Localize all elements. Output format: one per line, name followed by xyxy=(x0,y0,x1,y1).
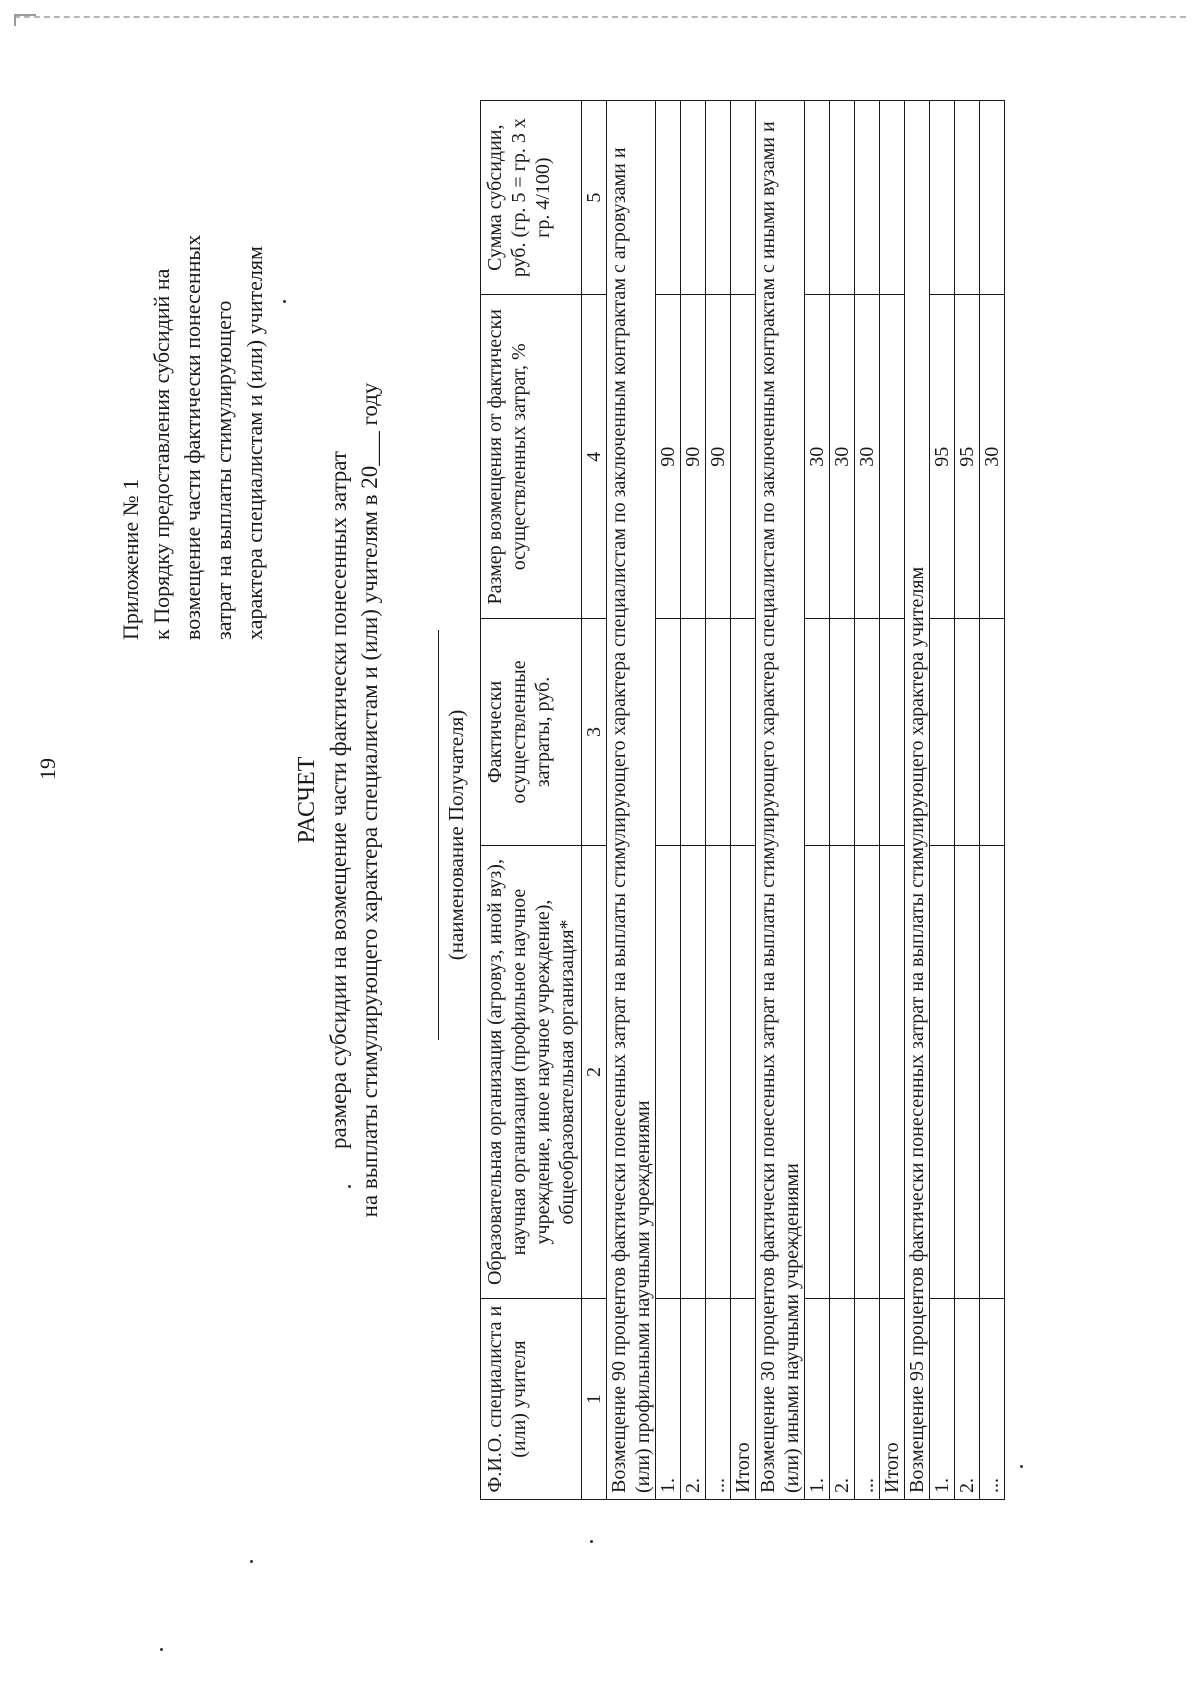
section-caption: Возмещение 90 процентов фактически понесенных затрат на выплаты стимулирующего характера специалистам по заключенным контрактам с агровузами и (или) профильными научными учреждениями xyxy=(607,101,656,1500)
table-row xyxy=(930,101,955,1500)
row-number: 1. xyxy=(656,1299,681,1500)
appendix-line: затрат на выплаты стимулирующего xyxy=(211,300,236,640)
row-number: 2. xyxy=(830,1299,855,1500)
row-number: 1. xyxy=(805,1299,830,1500)
title-line: размера субсидии на возмещение части фактически понесенных затрат xyxy=(326,451,351,1149)
page-number: 19 xyxy=(35,758,60,780)
row-number: ... xyxy=(706,1299,731,1500)
total-row xyxy=(731,101,756,1500)
appendix-line: Приложение № 1 xyxy=(118,478,143,640)
appendix-line: характера специалистам и (или) учителям xyxy=(242,246,267,640)
scan-speck xyxy=(250,1560,253,1563)
rate-cell: 90 xyxy=(681,295,706,619)
column-number: 4 xyxy=(582,295,607,619)
table-row xyxy=(706,101,731,1500)
rate-cell: 90 xyxy=(656,295,681,619)
row-number: 2. xyxy=(681,1299,706,1500)
recipient-blank-line xyxy=(438,630,439,1040)
row-number: 2. xyxy=(955,1299,980,1500)
header-cell-subsidy-amount: Сумма субсидии, руб. (гр. 5 = гр. 3 х гр. 4/100) xyxy=(481,101,582,295)
scan-speck xyxy=(160,1648,163,1651)
appendix-line: к Порядку предоставления субсидий на xyxy=(149,268,174,640)
row-number: 1. xyxy=(930,1299,955,1500)
title-line: на выплаты стимулирующего характера специалистам и (или) учителям в 20___ году xyxy=(357,382,382,1218)
table-row xyxy=(805,101,830,1500)
rate-cell: 30 xyxy=(805,295,830,619)
header-cell-actual-costs: Фактически осуществленные затраты, руб. xyxy=(481,619,582,846)
scan-edge xyxy=(14,16,1186,18)
scan-speck xyxy=(590,1540,593,1543)
rate-cell: 30 xyxy=(830,295,855,619)
section-caption-row xyxy=(756,101,805,1500)
scan-speck xyxy=(283,300,286,303)
table-row xyxy=(955,101,980,1500)
table-row xyxy=(980,101,1005,1500)
header-cell-organization: Образовательная организация (агровуз, иной вуз), научная организация (профильное научное учреждение, иное научное учреждение), общеобразовательная организация* xyxy=(481,845,582,1298)
scan-speck xyxy=(1020,1465,1023,1468)
section-caption: Возмещение 30 процентов фактически понесенных затрат на выплаты стимулирующего характера специалистам по заключенным контрактам с иными вузами и (или) иными научными учреждениями xyxy=(756,101,805,1500)
appendix-line: возмещение части фактически понесенных xyxy=(180,234,205,640)
rate-cell: 30 xyxy=(855,295,880,619)
column-number: 5 xyxy=(582,101,607,295)
column-number: 2 xyxy=(582,845,607,1298)
title-heading: РАСЧЕТ xyxy=(294,756,320,844)
calculation-table xyxy=(480,100,1005,1500)
table-row xyxy=(681,101,706,1500)
scan-speck xyxy=(348,1185,351,1188)
header-cell-reimbursement-rate: Размер возмещения от фактически осуществленных затрат, % xyxy=(481,295,582,619)
rate-cell: 95 xyxy=(955,295,980,619)
header-row xyxy=(481,101,582,1500)
column-number: 1 xyxy=(582,1299,607,1500)
scan-corner-mark xyxy=(14,14,36,26)
row-number: ... xyxy=(855,1299,880,1500)
table-row xyxy=(855,101,880,1500)
header-cell-name: Ф.И.О. специалиста и (или) учителя xyxy=(481,1299,582,1500)
total-label: Итого xyxy=(731,1299,756,1500)
section-caption-row xyxy=(905,101,930,1500)
document-title xyxy=(292,220,385,1380)
rate-cell: 90 xyxy=(706,295,731,619)
rate-cell: 30 xyxy=(980,295,1005,619)
section-caption: Возмещение 95 процентов фактически понесенных затрат на выплаты стимулирующего характера учителям xyxy=(905,101,930,1500)
section-caption-row xyxy=(607,101,656,1500)
recipient-caption: (наименование Получателя) xyxy=(444,709,468,961)
table-row xyxy=(656,101,681,1500)
total-row xyxy=(880,101,905,1500)
column-number: 3 xyxy=(582,619,607,846)
appendix-note xyxy=(115,80,270,640)
rate-cell: 95 xyxy=(930,295,955,619)
total-label: Итого xyxy=(880,1299,905,1500)
rotated-page xyxy=(20,40,1170,1640)
table-row xyxy=(830,101,855,1500)
row-number: ... xyxy=(980,1299,1005,1500)
column-number-row xyxy=(582,101,607,1500)
